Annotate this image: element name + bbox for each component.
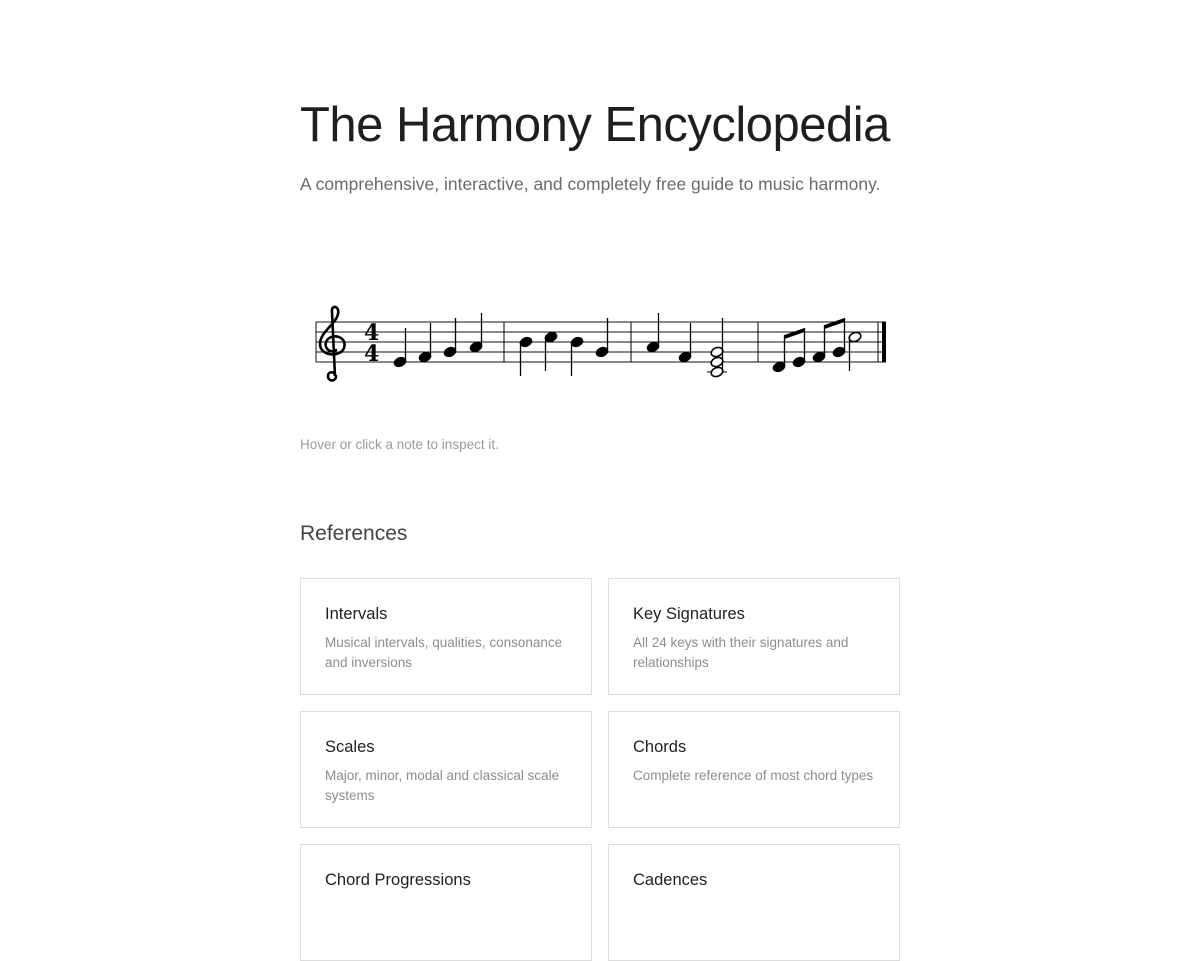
reference-card-title: Chord Progressions — [325, 871, 471, 889]
note[interactable] — [393, 328, 407, 368]
references-grid — [300, 578, 900, 961]
treble-clef-icon — [320, 307, 345, 381]
note[interactable] — [570, 336, 584, 376]
score-hint: Hover or click a note to inspect it. — [300, 437, 499, 452]
page-subtitle: A comprehensive, interactive, and completely free guide to music harmony. — [300, 174, 881, 194]
reference-card-title: Chords — [633, 738, 687, 756]
note[interactable] — [469, 313, 483, 353]
chord[interactable] — [707, 318, 727, 378]
reference-card[interactable] — [608, 844, 900, 961]
references-heading: References — [300, 522, 408, 545]
reference-card[interactable] — [300, 844, 592, 961]
notes-layer — [393, 313, 862, 378]
reference-card-description: Musical intervals, qualities, consonance and inversions — [325, 635, 563, 670]
time-signature-bottom: 4 — [364, 341, 380, 367]
reference-card[interactable] — [608, 578, 900, 695]
note[interactable] — [544, 331, 558, 371]
reference-card-title: Scales — [325, 738, 375, 756]
note[interactable] — [848, 331, 862, 371]
reference-card-description: Complete reference of most chord types — [633, 768, 874, 783]
reference-card[interactable] — [300, 578, 592, 695]
note-beam — [785, 328, 805, 339]
reference-card-title: Cadences — [633, 871, 708, 889]
reference-card-title: Key Signatures — [633, 605, 745, 623]
time-signature — [364, 320, 379, 367]
page-title: The Harmony Encyclopedia — [300, 98, 890, 152]
note[interactable] — [595, 318, 609, 358]
reference-card-description: All 24 keys with their signatures and relationships — [633, 635, 849, 670]
reference-card[interactable] — [608, 711, 900, 828]
note[interactable] — [646, 313, 660, 353]
score-svg — [300, 290, 900, 400]
note[interactable] — [519, 336, 533, 376]
note[interactable] — [418, 323, 432, 363]
note[interactable] — [678, 323, 692, 363]
note[interactable] — [443, 318, 457, 358]
reference-card-description: Major, minor, modal and classical scale systems — [325, 768, 560, 803]
reference-card-title: Intervals — [325, 605, 388, 623]
note-beam — [825, 318, 845, 329]
time-signature-top: 4 — [364, 320, 380, 346]
music-score — [300, 290, 900, 400]
reference-card[interactable] — [300, 711, 592, 828]
